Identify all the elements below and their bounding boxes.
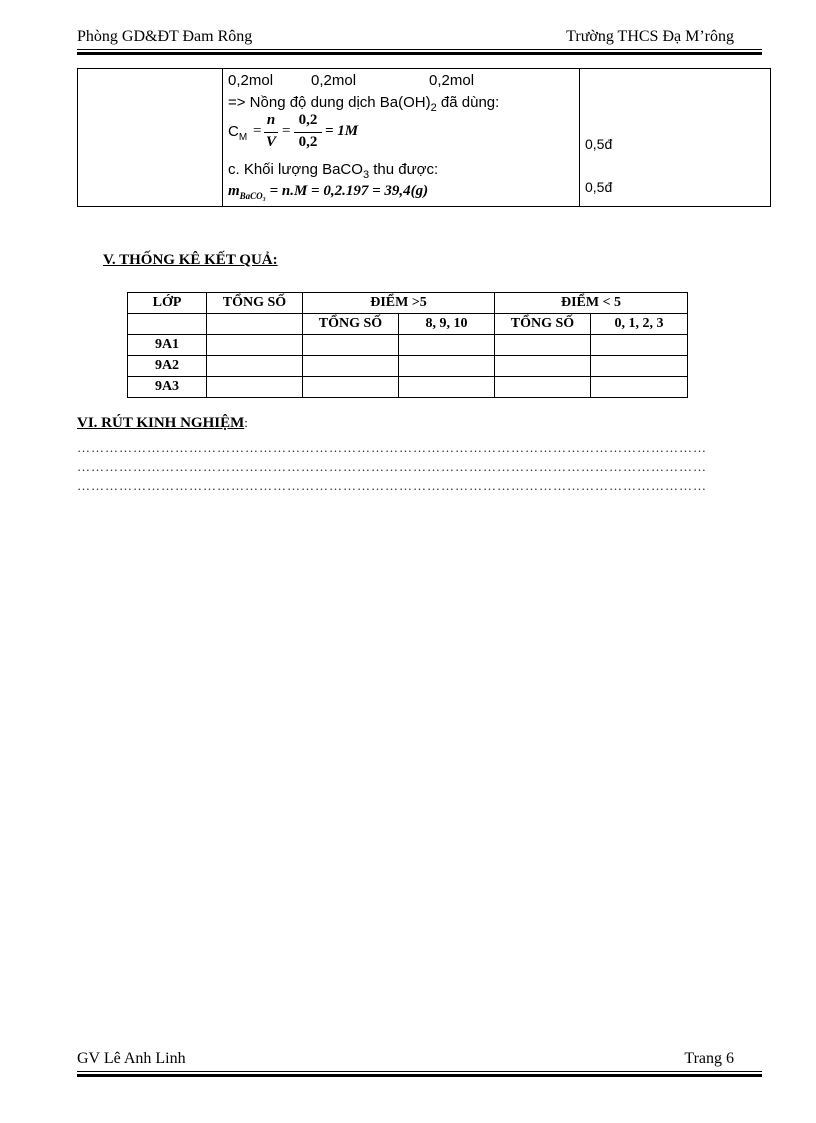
frac2-den: 0,2	[298, 134, 318, 150]
frac1-bar	[264, 132, 278, 133]
mol-1: 0,2mol	[228, 72, 274, 89]
subheader-0-1-2-3: 0, 1, 2, 3	[591, 314, 688, 335]
table-row	[128, 356, 688, 377]
mass-line: c. Khối lượng BaCO$_3$ thu được:	[228, 161, 439, 181]
row-class: 9A2	[128, 356, 207, 377]
row-class: 9A1	[128, 335, 207, 356]
subheader-tong-so-gt: TỔNG SỐ	[303, 314, 399, 335]
stats-table	[127, 292, 688, 398]
frac2-bar	[294, 132, 322, 133]
mol-3: 0,2mol	[429, 72, 475, 89]
mass-formula: $m_{BaCO_3} = n.M = 0,2.197 = 39,4(g)$	[228, 183, 429, 201]
subheader-8-9-10: 8, 9, 10	[399, 314, 495, 335]
answer-table-divider	[579, 69, 580, 206]
header-rule-thick	[77, 52, 762, 55]
dotted-line-1: ………………………………………………………………………………………………………………………	[77, 440, 707, 455]
header-tong-so: TỔNG SỐ	[207, 293, 303, 314]
header-diem-gt5: ĐIỂM >5	[303, 293, 495, 314]
header-left: Phòng GD&ĐT Đam Rông	[77, 28, 253, 45]
answer-table: 0,2mol 0,2mol 0,2mol => Nồng độ dung dịch $Ba(OH)_2$ đã dùng: $C_M$ = n V = 0,2 0,2 = 1M c. Khối lượng BaCO$_3$ thu được: $m_{BaCO_3} = n.M = 0,2.197 = 39,4(g)$ 0,5đ 0,5đ	[77, 68, 771, 207]
section-vi-title: VI. RÚT KINH NGHIỆM	[77, 415, 245, 431]
stats-header-row	[128, 293, 688, 314]
cm-result: = 1M	[325, 123, 359, 139]
stats-subheader-row	[128, 314, 688, 335]
footer-rule-thin	[77, 1071, 762, 1072]
header-lop: LỚP	[128, 293, 207, 314]
frac1-den: V	[265, 134, 276, 150]
footer-right: Trang 6	[684, 1050, 734, 1067]
frac1-num: n	[266, 112, 276, 128]
frac2-num: 0,2	[298, 112, 318, 128]
subheader-tong-so-lt: TỔNG SỐ	[495, 314, 591, 335]
footer-left: GV Lê Anh Linh	[77, 1050, 186, 1067]
section-v-title: V. THỐNG KÊ KẾT QUẢ:	[103, 252, 278, 268]
header-rule-thin	[77, 49, 762, 50]
table-row	[128, 335, 688, 356]
footer-rule-thick	[77, 1074, 762, 1077]
header-right: Trường THCS Đạ M’rông	[566, 28, 734, 45]
section-vi-heading: VI. RÚT KINH NGHIỆM:	[77, 415, 248, 431]
header-diem-lt5: ĐIỂM < 5	[495, 293, 688, 314]
dotted-line-3: ………………………………………………………………………………………………………………………	[77, 478, 707, 493]
answer-table-col1	[78, 69, 223, 206]
score-1: 0,5đ	[585, 136, 613, 152]
table-row	[128, 377, 688, 398]
concentration-line: => Nồng độ dung dịch $Ba(OH)_2$ đã dùng:	[228, 94, 500, 114]
dotted-line-2: ………………………………………………………………………………………………………………………	[77, 459, 707, 474]
row-class: 9A3	[128, 377, 207, 398]
score-2: 0,5đ	[585, 179, 613, 195]
mol-2: 0,2mol	[311, 72, 357, 89]
